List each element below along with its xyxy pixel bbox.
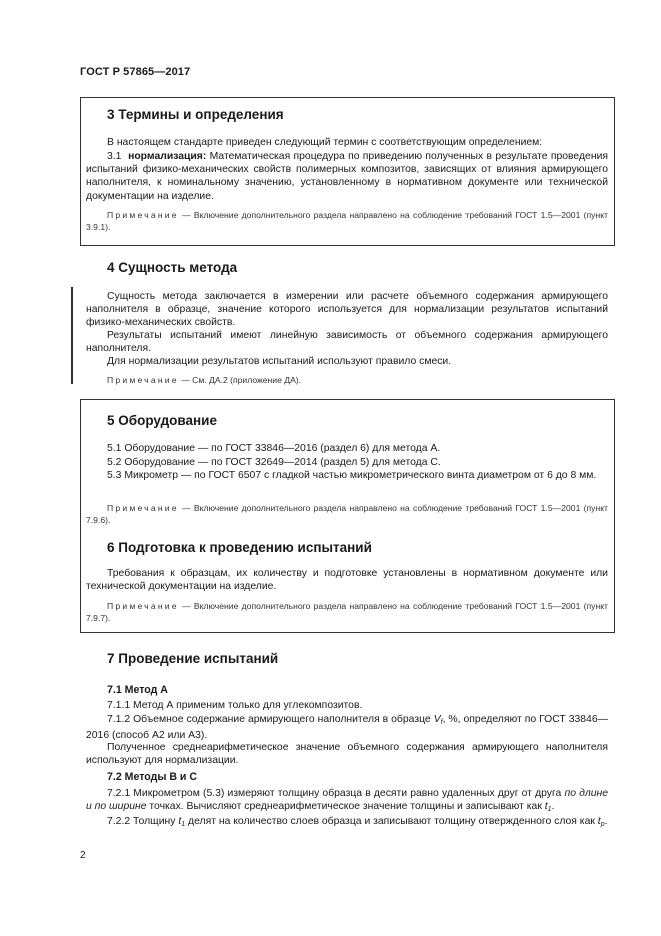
subsection-7-1-title: 7.1 Метод А	[107, 684, 168, 696]
para-7-2-2: 7.2.2 Толщину $t_1$ делят на количество слоев образца и записывают толщину отвержденного слоя как $t_p$.	[107, 816, 608, 828]
var-t1: $t_1$	[178, 816, 186, 828]
term-text: Математическая процедура по приведению полученных в результате проведения испытаний физико-механических свойств полимерных композитов, зависящих от влияния армирующего наполнителя, к номинальному значению, установленному в нормативном документе или технической документации на изделие.	[86, 151, 608, 202]
para-7-1-1: 7.1.1 Метод А применим только для углекомпозитов.	[107, 700, 363, 711]
note-text: — Включение дополнительного раздела направлено на соблюдение требований ГОСТ 1.5—2001 (пункт 7.9.6).	[86, 503, 608, 525]
var-vf: $V_f$	[433, 714, 443, 726]
change-bar	[71, 287, 73, 384]
section-5-item-3: 5.3 Микрометр — по ГОСТ 6507 с гладкой частью микрометрического винта диаметром от 6 до 8 мм.	[107, 470, 597, 481]
section-4-p2: Результаты испытаний имеют линейную зависимость от объемного содержания армирующего наполнителя.	[86, 330, 608, 355]
section-5-note	[86, 502, 608, 526]
section-7-title: 7 Проведение испытаний	[107, 651, 279, 666]
section-4-note	[107, 374, 607, 386]
para-7-1-2: 7.1.2 Объемное содержание армирующего наполнителя в образце $V_f$, %, определяют по ГОСТ 33846—2016 (способ А2 или А3).	[86, 714, 608, 742]
var-t1: $t_1$	[544, 801, 552, 814]
var-tp: $t_p$	[597, 816, 605, 828]
para-7-2-1: 7.2.1 Микрометром (5.3) измеряют толщину образца в десяти равно удаленных друг от друга по длине и по ширине точках. Вычисляют среднеарифметическое значение толщины и записывают как $t_1$.	[86, 788, 608, 814]
note-text: — См. ДА.2 (приложение ДА).	[181, 375, 302, 385]
subsection-7-2-title: 7.2 Методы В и С	[107, 771, 198, 783]
term-name: нормализация:	[128, 151, 207, 162]
page-header: ГОСТ Р 57865—2017	[80, 66, 191, 78]
section-6-p1: Требования к образцам, их количеству и подготовке установлены в нормативном документе или технической документации на изделие.	[86, 568, 608, 593]
section-4-p3: Для нормализации результатов испытаний используют правило смеси.	[107, 356, 452, 367]
page-number: 2	[80, 850, 86, 861]
term-definition	[86, 150, 608, 203]
term-number: 3.1	[107, 151, 122, 162]
section-6-title: 6 Подготовка к проведению испытаний	[107, 540, 372, 555]
section-3-title: 3 Термины и определения	[107, 107, 284, 122]
section-3-intro: В настоящем стандарте приведен следующий термин с соответствующим определением:	[107, 137, 543, 148]
note-label: Примечание	[107, 210, 179, 220]
section-4-p1: Сущность метода заключается в измерении или расчете объемного содержания армирующего наполнителя в образце, значение которого используется для нормализации результатов испытаний физико-механических свойств.	[86, 291, 608, 329]
section-5-item-2: 5.2 Оборудование — по ГОСТ 32649—2014 (раздел 5) для метода С.	[107, 457, 441, 468]
para-7-1-3: Полученное среднеарифметическое значение объемного содержания армирующего наполнителя используют для нормализации.	[86, 742, 608, 767]
section-6-note	[86, 600, 608, 624]
section-4-title: 4 Сущность метода	[107, 260, 238, 275]
section-3-note	[86, 209, 608, 233]
note-text: — Включение дополнительного раздела направлено на соблюдение требований ГОСТ 1.5—2001 (пункт 3.9.1).	[86, 210, 608, 232]
note-label: Примечание	[107, 503, 179, 513]
section-5-item-1: 5.1 Оборудование — по ГОСТ 33846—2016 (раздел 6) для метода А.	[107, 443, 441, 454]
note-label: Примечание	[107, 375, 179, 385]
section-5-title: 5 Оборудование	[107, 413, 217, 428]
note-text: — Включение дополнительного раздела направлено на соблюдение требований ГОСТ 1.5—2001 (пункт 7.9.7).	[86, 601, 608, 623]
note-label: Примечание	[107, 601, 179, 611]
